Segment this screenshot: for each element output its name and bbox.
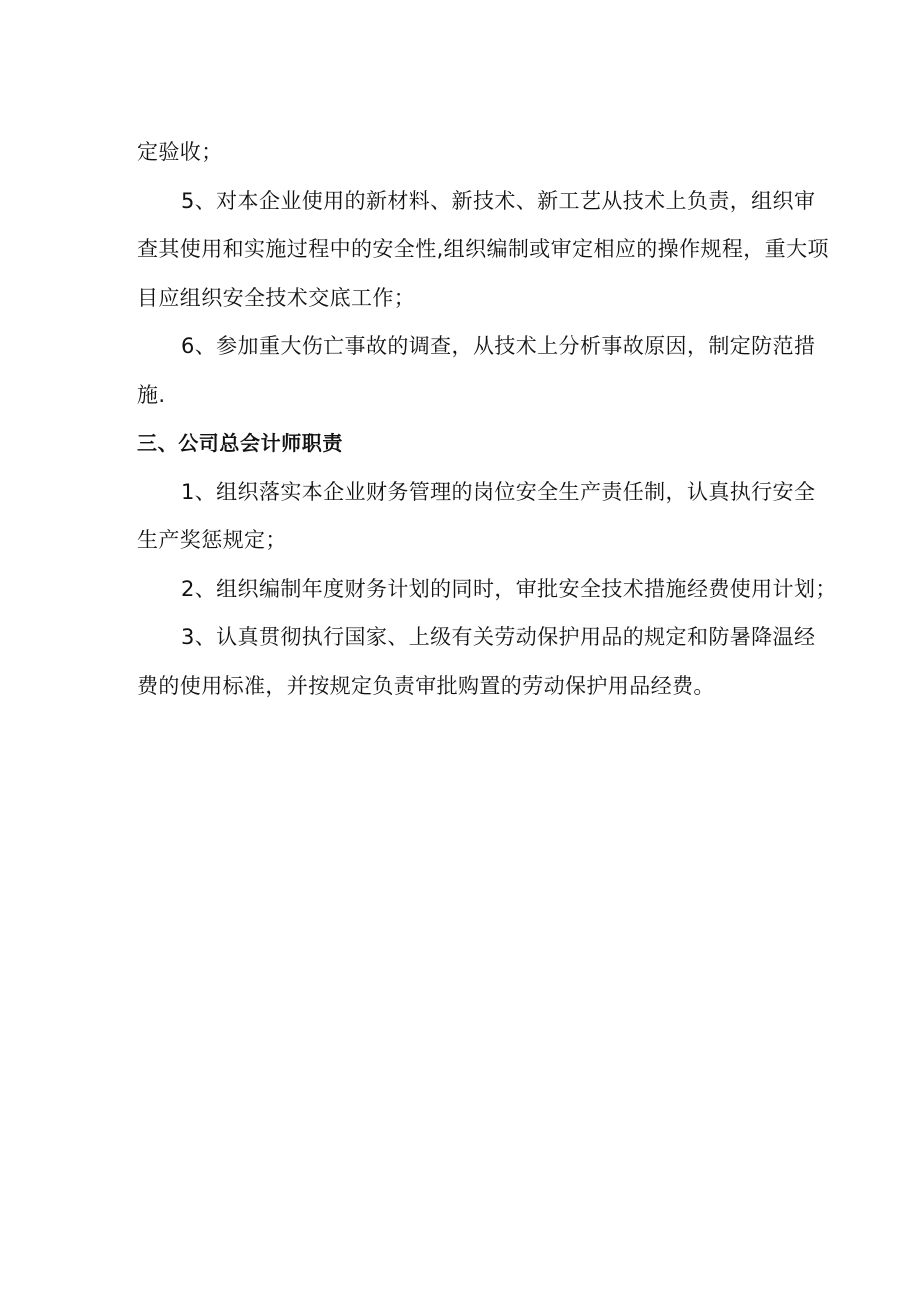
text-line: 目应组织安全技术交底工作； <box>137 285 416 310</box>
text-line: 施. <box>137 382 166 407</box>
paragraph-item-6 <box>137 322 816 419</box>
paragraph-section3-item-1 <box>137 468 816 565</box>
text-line: 6、参加重大伤亡事故的调查，从技术上分析事故原因，制定防范措 <box>181 334 816 358</box>
paragraph-continuation <box>137 128 802 177</box>
paragraph-item-5 <box>137 177 829 323</box>
text-line: 2、组织编制年度财务计划的同时，审批安全技术措施经费使用计划； <box>181 576 837 601</box>
text-line: 查其使用和实施过程中的安全性,组织编制或审定相应的操作规程，重大项 <box>137 237 829 261</box>
text-line: 3、认真贯彻执行国家、上级有关劳动保护用品的规定和防暑降温经 <box>181 625 816 649</box>
document-page <box>137 128 837 710</box>
text-line: 生产奖惩规定； <box>137 528 287 552</box>
text-line: 定验收； <box>137 140 223 164</box>
section-heading: 三、公司总会计师职责 <box>137 431 343 455</box>
paragraph-section3-item-2 <box>137 565 837 614</box>
paragraph-section3-item-3 <box>137 613 816 710</box>
text-line: 费的使用标准，并按规定负责审批购置的劳动保护用品经费。 <box>137 673 715 698</box>
text-line: 1、组织落实本企业财务管理的岗位安全生产责任制，认真执行安全 <box>181 479 816 504</box>
text-line: 5、对本企业使用的新材料、新技术、新工艺从技术上负责，组织审 <box>181 188 816 213</box>
